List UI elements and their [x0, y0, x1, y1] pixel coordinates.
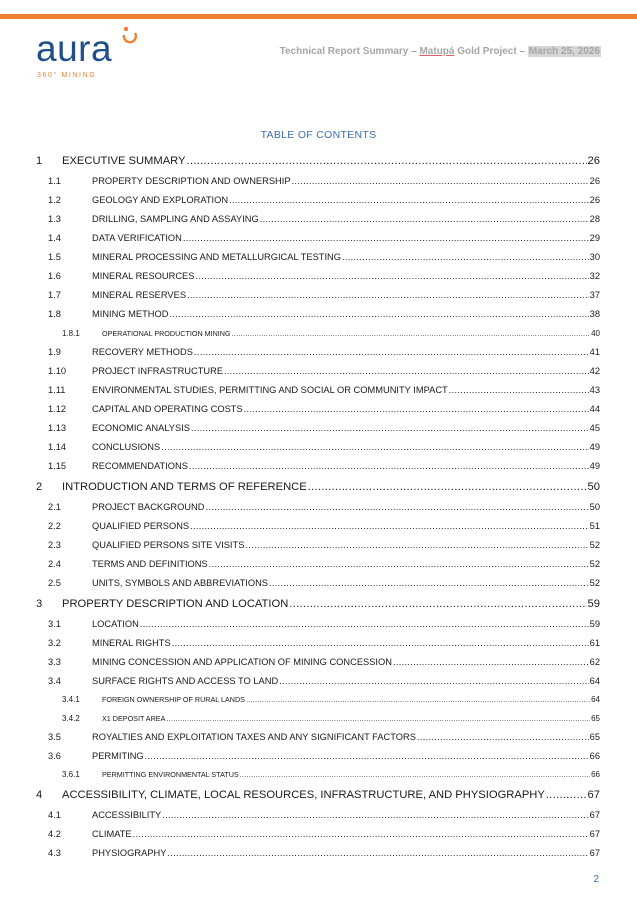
toc-entry-number: 3.1 — [48, 618, 61, 629]
toc-entry-page: 42 — [589, 365, 600, 376]
toc-entry[interactable] — [36, 319, 600, 338]
toc-entry[interactable] — [36, 512, 600, 531]
header-accent-bar — [0, 14, 637, 19]
toc-entry[interactable] — [36, 723, 600, 742]
logo-wordmark: aura — [36, 28, 113, 69]
toc-entry-title: PROJECT INFRASTRUCTURE — [92, 365, 224, 376]
toc-entry-number: 1.13 — [48, 422, 67, 433]
toc-entry-title: RECOMMENDATIONS — [92, 460, 188, 471]
toc-entry[interactable] — [36, 667, 600, 686]
toc-entry-page: 67 — [587, 789, 600, 801]
table-of-contents — [36, 145, 600, 858]
toc-entry-number: 4 — [36, 789, 43, 801]
toc-entry-number: 3.5 — [48, 731, 61, 742]
toc-entry-number: 3.4.1 — [62, 695, 80, 704]
toc-entry-number: 4.3 — [48, 848, 61, 858]
toc-entry-page: 67 — [589, 810, 600, 820]
page-number: 2 — [593, 874, 599, 885]
toc-entry[interactable] — [36, 588, 600, 610]
toc-entry-page: 30 — [589, 252, 600, 262]
toc-entry-title: ACCESSIBILITY, CLIMATE, LOCAL RESOURCES, INFRASTRUCTURE, AND PHYSIOGRAPHY — [62, 789, 545, 801]
toc-entry-number: 4.2 — [48, 829, 61, 839]
toc-entry-number: 3.2 — [48, 637, 61, 648]
toc-entry-title: MINERAL RESOURCES — [92, 271, 195, 281]
toc-entry-title: DATA VERIFICATION — [92, 233, 182, 243]
toc-dot-leader — [417, 732, 589, 742]
toc-dot-leader — [169, 309, 588, 319]
toc-entry-page: 40 — [591, 328, 600, 338]
toc-entry-title: RECOVERY METHODS — [92, 346, 193, 357]
toc-entry-title: LOCATION — [92, 618, 139, 629]
toc-entry-number: 2.5 — [48, 577, 61, 588]
toc-entry-page: 52 — [589, 577, 600, 588]
toc-entry-page: 50 — [589, 501, 600, 512]
toc-dot-leader — [229, 195, 589, 205]
toc-dot-leader — [189, 461, 589, 471]
toc-dot-leader — [224, 366, 589, 376]
toc-entry-number: 2.3 — [48, 539, 61, 550]
toc-entry-number: 1.11 — [48, 384, 66, 395]
toc-entry-title: SURFACE RIGHTS AND ACCESS TO LAND — [92, 675, 279, 686]
toc-entry-title: PROJECT BACKGROUND — [92, 501, 205, 512]
toc-entry-title: PROPERTY DESCRIPTION AND OWNERSHIP — [92, 176, 291, 186]
toc-entry-title: X1 DEPOSIT AREA — [102, 713, 166, 723]
toc-entry-page: 61 — [589, 637, 600, 648]
header-title-prefix: Technical Report Summary – — [279, 46, 420, 57]
report-header-title — [280, 46, 601, 57]
toc-dot-leader — [308, 481, 587, 493]
toc-entry[interactable] — [36, 145, 600, 167]
toc-entry-number: 1.5 — [48, 252, 61, 262]
toc-dot-leader — [260, 214, 589, 224]
toc-dot-leader — [187, 290, 589, 300]
toc-entry-title: MINERAL RIGHTS — [92, 637, 171, 648]
toc-entry[interactable] — [36, 395, 600, 414]
toc-entry-page: 26 — [589, 195, 600, 205]
toc-entry-number: 1.1 — [48, 176, 61, 186]
toc-entry[interactable] — [36, 376, 600, 395]
toc-entry-page: 26 — [589, 176, 600, 186]
toc-entry-page: 28 — [589, 214, 600, 224]
toc-dot-leader — [246, 695, 590, 704]
toc-entry-number: 1.8 — [48, 309, 61, 319]
toc-entry-page: 37 — [589, 290, 600, 300]
toc-dot-leader — [183, 233, 589, 243]
toc-entry[interactable] — [36, 742, 600, 761]
toc-entry[interactable] — [36, 205, 600, 224]
toc-entry-page: 50 — [587, 480, 600, 493]
toc-entry[interactable] — [36, 414, 600, 433]
toc-dot-leader — [269, 578, 589, 588]
toc-entry[interactable] — [36, 338, 600, 357]
toc-entry-number: 1.7 — [48, 290, 61, 300]
toc-entry-number: 3.4.2 — [62, 713, 80, 723]
toc-entry-title: MINERAL PROCESSING AND METALLURGICAL TESTING — [92, 252, 341, 262]
toc-entry-title: OPERATIONAL PRODUCTION MINING — [102, 328, 231, 338]
toc-entry[interactable] — [36, 779, 600, 801]
toc-entry-title: DRILLING, SAMPLING AND ASSAYING — [92, 214, 259, 224]
toc-entry-title: ROYALTIES AND EXPLOITATION TAXES AND ANY SIGNIFICANT FACTORS — [92, 731, 416, 742]
toc-entry-title: TERMS AND DEFINITIONS — [92, 558, 208, 569]
toc-entry-page: 45 — [589, 422, 600, 433]
toc-entry-page: 65 — [591, 713, 600, 723]
toc-dot-leader — [240, 770, 590, 779]
toc-entry-title: MINING CONCESSION AND APPLICATION OF MINING CONCESSION — [92, 656, 392, 667]
toc-entry-number: 2.4 — [48, 558, 61, 569]
toc-dot-leader — [190, 521, 589, 531]
toc-entry-title: PERMITTING ENVIRONMENTAL STATUS — [102, 770, 239, 779]
logo-tagline: 360° MINING — [37, 72, 97, 79]
toc-entry-page: 62 — [589, 656, 600, 667]
toc-entry-number: 2.2 — [48, 520, 61, 531]
toc-entry-number: 1 — [36, 155, 43, 167]
toc-entry[interactable] — [36, 629, 600, 648]
toc-entry[interactable] — [36, 569, 600, 588]
toc-dot-leader — [167, 848, 588, 858]
toc-entry[interactable] — [36, 704, 600, 723]
toc-entry-title: INTRODUCTION AND TERMS OF REFERENCE — [62, 480, 307, 493]
toc-entry[interactable] — [36, 357, 600, 376]
toc-dot-leader — [205, 502, 588, 512]
toc-dot-leader — [393, 657, 589, 667]
toc-dot-leader — [133, 829, 589, 839]
toc-entry[interactable] — [36, 281, 600, 300]
toc-entry-number: 3.6 — [48, 750, 61, 761]
toc-entry-title: CONCLUSIONS — [92, 441, 161, 452]
toc-entry-number: 2 — [36, 480, 43, 493]
toc-heading: TABLE OF CONTENTS — [260, 129, 377, 141]
toc-entry-page: 64 — [589, 675, 600, 686]
toc-dot-leader — [449, 385, 589, 395]
toc-entry-page: 26 — [587, 155, 600, 167]
toc-dot-leader — [546, 789, 587, 801]
toc-entry-page: 66 — [591, 770, 600, 779]
toc-entry-title: PHYSIOGRAPHY — [92, 848, 167, 858]
toc-entry-page: 44 — [589, 403, 600, 414]
toc-dot-leader — [145, 751, 589, 761]
toc-dot-leader — [162, 810, 588, 820]
toc-entry-title: FOREIGN OWNERSHIP OF RURAL LANDS — [102, 695, 245, 704]
header-project-name: Matupá — [419, 46, 455, 57]
toc-entry-page: 29 — [589, 233, 600, 243]
toc-entry[interactable] — [36, 186, 600, 205]
toc-entry-page: 67 — [589, 848, 600, 858]
header-date: March 25, 2026 — [528, 46, 600, 57]
toc-entry-number: 3 — [36, 597, 43, 610]
toc-entry-page: 38 — [589, 309, 600, 319]
toc-entry-number: 1.6 — [48, 271, 61, 281]
toc-entry-number: 3.3 — [48, 656, 61, 667]
toc-entry-number: 1.3 — [48, 214, 61, 224]
toc-entry[interactable] — [36, 452, 600, 471]
toc-dot-leader — [140, 619, 589, 629]
toc-entry-title: ECONOMIC ANALYSIS — [92, 422, 190, 433]
toc-entry-title: GEOLOGY AND EXPLORATION — [92, 195, 229, 205]
toc-entry-title: PROPERTY DESCRIPTION AND LOCATION — [62, 597, 289, 610]
toc-entry[interactable] — [36, 839, 600, 858]
toc-entry[interactable] — [36, 801, 600, 820]
toc-entry-page: 52 — [589, 558, 600, 569]
toc-entry-number: 4.1 — [48, 810, 61, 820]
toc-dot-leader — [166, 714, 590, 723]
toc-entry-page: 49 — [589, 441, 600, 452]
toc-entry[interactable] — [36, 648, 600, 667]
toc-dot-leader — [209, 559, 589, 569]
toc-dot-leader — [161, 442, 588, 452]
toc-entry-number: 1.2 — [48, 195, 61, 205]
toc-entry[interactable] — [36, 550, 600, 569]
toc-entry[interactable] — [36, 433, 600, 452]
toc-dot-leader — [342, 252, 589, 262]
toc-entry-title: EXECUTIVE SUMMARY — [62, 155, 186, 167]
toc-entry-title: CLIMATE — [92, 829, 132, 839]
toc-entry-number: 3.4 — [48, 675, 61, 686]
toc-entry[interactable] — [36, 761, 600, 780]
toc-entry[interactable] — [36, 820, 600, 839]
toc-entry-title: CAPITAL AND OPERATING COSTS — [92, 403, 243, 414]
toc-dot-leader — [279, 676, 589, 686]
toc-entry-title: QUALIFIED PERSONS SITE VISITS — [92, 539, 245, 550]
toc-entry-title: PERMITING — [92, 750, 144, 761]
toc-entry-number: 1.12 — [48, 403, 67, 414]
toc-entry[interactable] — [36, 167, 600, 186]
toc-entry-page: 67 — [589, 829, 600, 839]
toc-entry-page: 52 — [589, 539, 600, 550]
aura-logo — [36, 26, 146, 82]
toc-dot-leader — [194, 347, 589, 357]
toc-entry-title: ENVIRONMENTAL STUDIES, PERMITTING AND SOCIAL OR COMMUNITY IMPACT — [92, 384, 448, 395]
toc-entry-title: MINERAL RESERVES — [92, 290, 187, 300]
toc-entry-page: 65 — [589, 731, 600, 742]
toc-dot-leader — [289, 598, 586, 610]
logo-orbit-icon — [120, 26, 144, 46]
toc-entry-number: 1.4 — [48, 233, 61, 243]
toc-entry[interactable] — [36, 493, 600, 512]
toc-entry[interactable] — [36, 686, 600, 705]
toc-entry-page: 66 — [589, 750, 600, 761]
toc-entry-number: 1.9 — [48, 346, 61, 357]
toc-entry-number: 3.6.1 — [62, 770, 80, 779]
toc-entry[interactable] — [36, 243, 600, 262]
toc-entry-number: 1.15 — [48, 460, 67, 471]
toc-dot-leader — [187, 155, 587, 167]
toc-entry-title: UNITS, SYMBOLS AND ABBREVIATIONS — [92, 577, 268, 588]
toc-dot-leader — [172, 638, 589, 648]
toc-entry-page: 49 — [589, 460, 600, 471]
toc-entry-page: 32 — [589, 271, 600, 281]
toc-entry-title: ACCESSIBILITY — [92, 810, 162, 820]
toc-entry[interactable] — [36, 262, 600, 281]
toc-entry-page: 59 — [589, 618, 600, 629]
toc-entry-title: MINING METHOD — [92, 309, 169, 319]
toc-dot-leader — [191, 423, 589, 433]
toc-entry[interactable] — [36, 471, 600, 493]
toc-entry-number: 1.8.1 — [62, 328, 80, 338]
toc-dot-leader — [244, 404, 589, 414]
toc-entry-title: QUALIFIED PERSONS — [92, 520, 190, 531]
toc-entry[interactable] — [36, 531, 600, 550]
toc-entry-number: 2.1 — [48, 501, 61, 512]
toc-entry-page: 41 — [589, 346, 600, 357]
toc-entry[interactable] — [36, 300, 600, 319]
toc-entry-page: 43 — [589, 384, 600, 395]
toc-entry-page: 59 — [587, 597, 600, 610]
header-title-suffix: Gold Project – — [454, 46, 528, 57]
toc-entry[interactable] — [36, 224, 600, 243]
toc-dot-leader — [292, 176, 589, 186]
toc-entry-page: 64 — [591, 695, 600, 704]
toc-entry-page: 51 — [589, 520, 600, 531]
toc-dot-leader — [245, 540, 588, 550]
toc-dot-leader — [195, 271, 588, 281]
toc-dot-leader — [232, 329, 591, 338]
toc-entry-number: 1.14 — [48, 441, 67, 452]
toc-entry-number: 1.10 — [48, 365, 67, 376]
toc-entry[interactable] — [36, 610, 600, 629]
